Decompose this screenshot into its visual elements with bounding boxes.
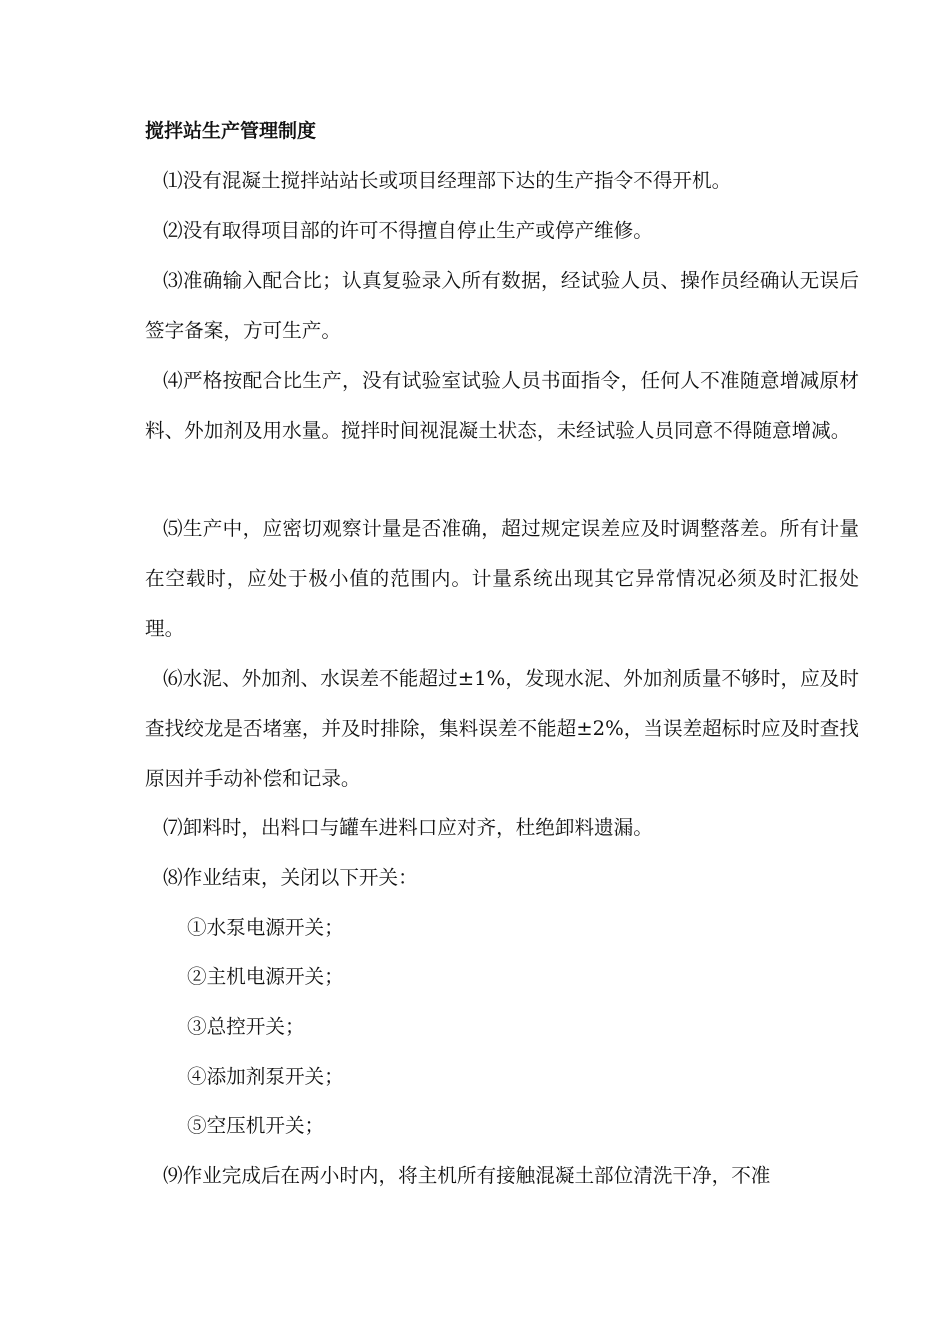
rule-item-7: ⑺卸料时，出料口与罐车进料口应对齐，杜绝卸料遗漏。 [163, 816, 653, 839]
rule-item-5: ⑸生产中，应密切观察计量是否准确，超过规定误差应及时调整落差。所有计量在空载时，应处于极小值的范围内。计量系统出现其它异常情况必须及时汇报处理。 [145, 517, 859, 640]
rule-item-9: ⑼作业完成后在两小时内，将主机所有接触混凝土部位清洗干净，不准 [163, 1164, 771, 1187]
document-title: 搅拌站生产管理制度 [145, 120, 317, 142]
switch-item-2: ②主机电源开关； [187, 965, 344, 988]
switch-item-5: ⑤空压机开关； [187, 1114, 325, 1137]
switch-item-3: ③总控开关； [187, 1015, 305, 1038]
switch-item-4: ④添加剂泵开关； [187, 1065, 344, 1088]
rule-item-6: ⑹水泥、外加剂、水误差不能超过±1%，发现水泥、外加剂质量不够时，应及时查找绞龙是否堵塞，并及时排除，集料误差不能超±2%，当误差超标时应及时查找原因并手动补偿和记录。 [145, 667, 859, 790]
rule-item-8: ⑻作业结束，关闭以下开关： [163, 866, 418, 889]
rule-item-1: ⑴没有混凝土搅拌站站长或项目经理部下达的生产指令不得开机。 [163, 169, 732, 192]
rule-item-4: ⑷严格按配合比生产，没有试验室试验人员书面指令，任何人不准随意增减原材料、外加剂及用水量。搅拌时间视混凝土状态，未经试验人员同意不得随意增减。 [145, 369, 859, 442]
switch-item-1: ①水泵电源开关； [187, 916, 344, 939]
rule-item-3: ⑶准确输入配合比；认真复验录入所有数据，经试验人员、操作员经确认无误后签字备案，方可生产。 [145, 269, 859, 342]
rule-item-2: ⑵没有取得项目部的许可不得擅自停止生产或停产维修。 [163, 219, 653, 242]
